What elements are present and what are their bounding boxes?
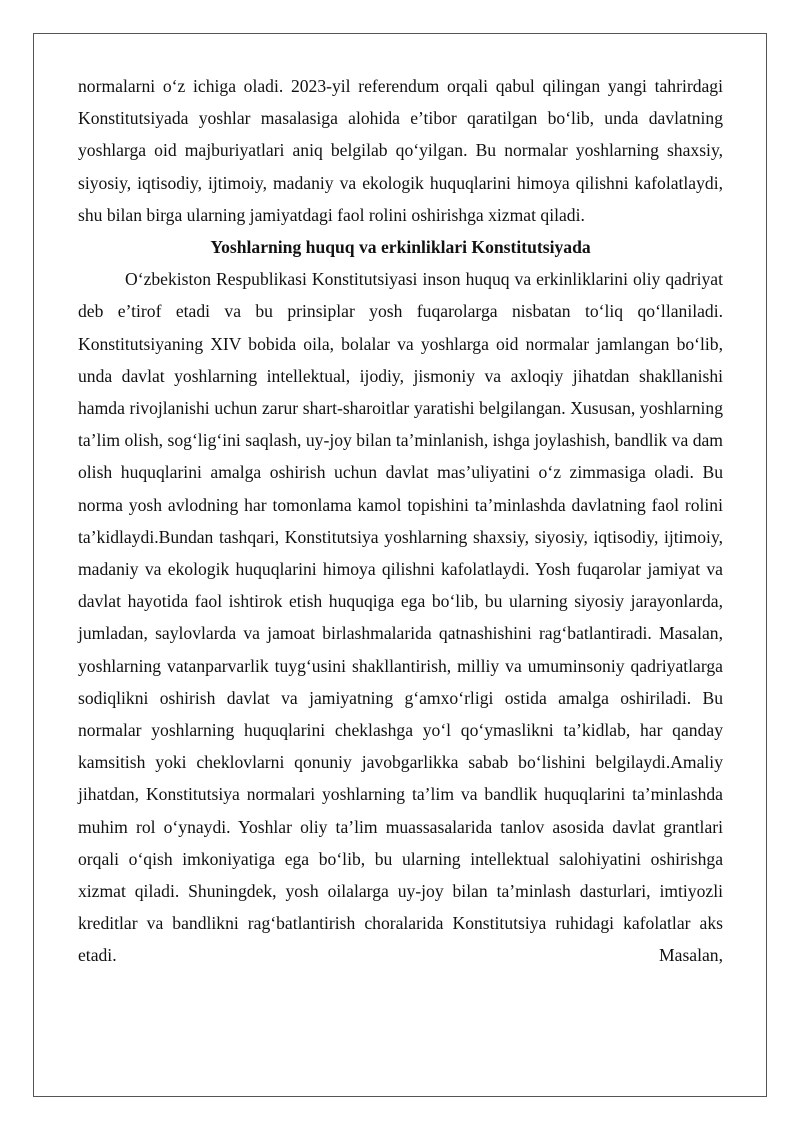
paragraph-intro: normalarni o‘z ichiga oladi. 2023-yil referendum orqali qabul qilingan yangi tahrirdagi Konstitutsiyada yoshlar masalasiga alohida e’tibor qaratilgan bo‘lib, unda davlatning yoshlarga oid majburiyatlari aniq belgilab qo‘yilgan. Bu normalar yoshlarning shaxsiy, siyosiy, iqtisodiy, ijtimoiy, madaniy va ekologik huquqlarini himoya qilishni kafolatlaydi, shu bilan birga ularning jamiyatdagi faol rolini oshirishga xizmat qiladi. <box>78 76 723 225</box>
paragraph-main: O‘zbekiston Respublikasi Konstitutsiyasi inson huquq va erkinliklarini oliy qadriyat deb e’tirof etadi va bu prinsiplar yosh fuqarolarga nisbatan to‘liq qo‘llaniladi. Konstitutsiyaning XIV bobida oila, bolalar va yoshlarga oid normalar jamlangan bo‘lib, unda davlat yoshlarning intellektual, ijodiy, jismoniy va axloqiy jihatdan shakllanishi hamda rivojlanishi uchun zarur shart-sharoitlar yaratishi belgilangan. Xususan, yoshlarning ta’lim olish, sog‘lig‘ini saqlash, uy-joy bilan ta’minlanish, ishga joylashish, bandlik va dam olish huquqlarini amalga oshirish uchun davlat mas’uliyatini o‘z zimmasiga oladi. Bu norma yosh avlodning har tomonlama kamol topishini ta’minlashda davlatning faol rolini ta’kidlaydi.Bundan tashqari, Konstitutsiya yoshlarning shaxsiy, siyosiy, iqtisodiy, ijtimoiy, madaniy va ekologik huquqlarini himoya qilishni kafolatlaydi. Yosh fuqarolar jamiyat va davlat hayotida faol ishtirok etish huquqiga ega bo‘lib, bu ularning siyosiy jarayonlarda, jumladan, saylovlarda va jamoat birlashmalarida qatnashishini rag‘batlantiradi. Masalan, yoshlarning vatanparvarlik tuyg‘usini shakllantirish, milliy va umuminsoniy qadriyatlarga sodiqlikni oshirish davlat va jamiyatning g‘amxo‘rligi ostida amalga oshiriladi. Bu normalar yoshlarning huquqlarini cheklashga yo‘l qo‘ymaslikni ta’kidlab, har qanday kamsitish yoki cheklovlarni qonuniy javobgarlikka sabab bo‘lishini belgilaydi.Amaliy jihatdan, Konstitutsiya normalari yoshlarning ta’lim va bandlik huquqlarini ta’minlashda muhim rol o‘ynaydi. Yoshlar oliy ta’lim muassasalarida tanlov asosida davlat grantlari orqali o‘qish imkoniyatiga ega bo‘lib, bu ularning intellektual salohiyatini oshirishga xizmat qiladi. Shuningdek, yosh oilalarga uy-joy bilan ta’minlash dasturlari, imtiyozli kreditlar va bandlikni rag‘batlantirish choralarida Konstitutsiya ruhidagi kafolatlar aks etadi. Masalan, <box>78 269 723 966</box>
document-body <box>78 70 723 972</box>
section-heading: Yoshlarning huquq va erkinliklari Konstitutsiyada <box>210 237 591 258</box>
